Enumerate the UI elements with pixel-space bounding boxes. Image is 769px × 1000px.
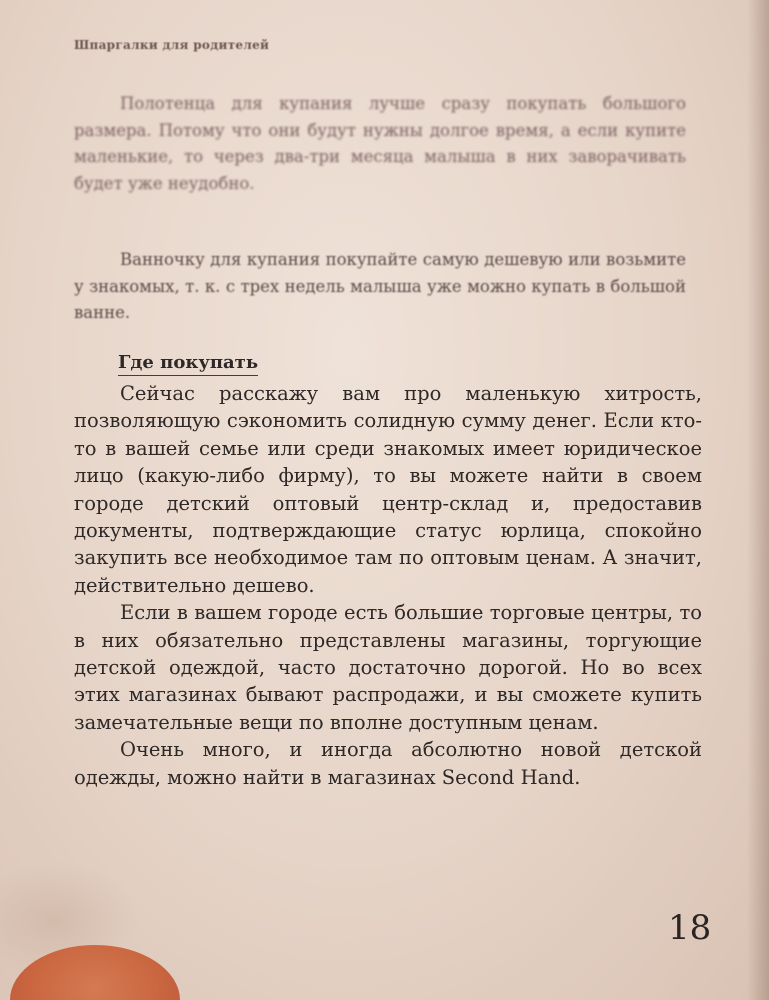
page-edge-shadow bbox=[747, 0, 769, 1000]
body-paragraph: Очень много, и иногда абсолютно новой детской одежды, можно найти в магазинах Second Hand. bbox=[74, 738, 702, 789]
running-head: Шпаргалки для родителей bbox=[74, 38, 270, 52]
section-heading: Где покупать bbox=[118, 352, 258, 376]
tip-paragraph-towels: Полотенца для купания лучше сразу покупать большого размера. Потому что они будут нужны долгое время, а если купите маленькие, то через два-три месяца малыша в них заворачивать будет уже неудобно. bbox=[74, 94, 686, 193]
page-number: 18 bbox=[668, 908, 712, 948]
body-paragraph: Сейчас расскажу вам про маленькую хитрость, позволяющую сэкономить солидную сумму денег. Если кто-то в вашей семье или среди знакомых имеет юридическое лицо (какую-либо фирму), то вы можете найти в своем городе детский оптовый центр-склад и, предоставив документы, подтверждающие статус юрлица, спокойно закупить все необходимое там по оптовым ценам. А значит, действительно дешево. bbox=[74, 382, 702, 597]
tip-paragraph-bathtub: Ванночку для купания покупайте самую дешевую или возьмите у знакомых, т. к. с трех недель малыша уже можно купать в большой ванне. bbox=[74, 250, 686, 322]
section-body bbox=[74, 380, 702, 791]
body-paragraph: Если в вашем городе есть большие торговые центры, то в них обязательно представлены магазины, торгующие детской одеждой, часто достаточно дорогой. Но во всех этих магазинах бывают распродажи, и вы сможете купить замечательные вещи по вполне доступным ценам. bbox=[74, 601, 702, 734]
